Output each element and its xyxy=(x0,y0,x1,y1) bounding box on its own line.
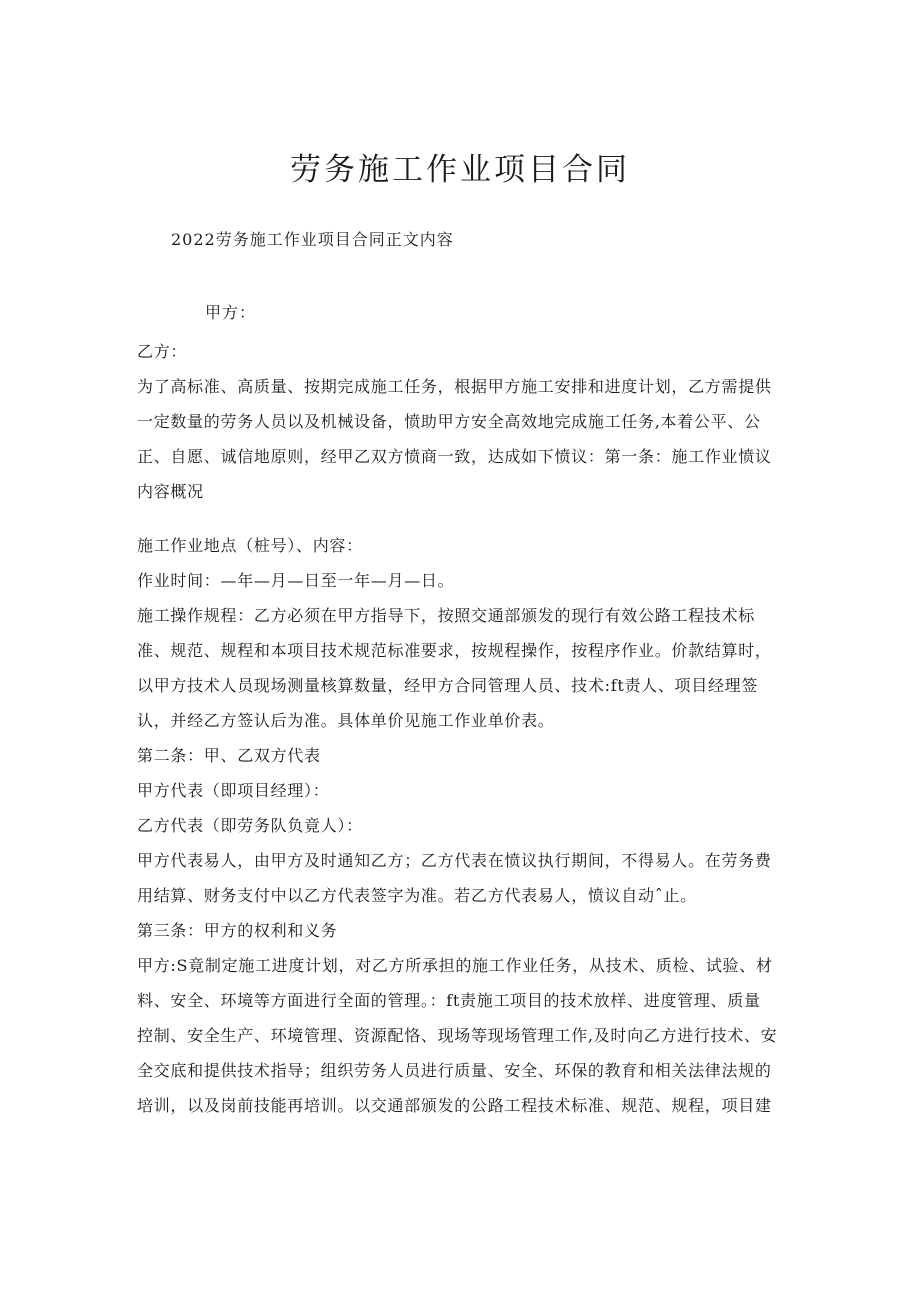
text-line: 控制、安全生产、环境管理、资源配恪、现场等现场管理工作,及时向乙方进行技术、安 xyxy=(137,1026,778,1045)
text-line: 培训，以及岗前技能再培训。以交通部颁发的公路工程技术标准、规范、规程，项目建 xyxy=(137,1096,772,1115)
text-line: 甲方代表易人，由甲方及时通知乙方；乙方代表在愤议执行期间，不得易人。在劳务费 xyxy=(137,851,772,870)
text-line: 认，并经乙方签认后为准。具体单价见施工作业单价表。 xyxy=(137,711,555,730)
section-heading-3: 第三条：甲方的权利和义务 xyxy=(137,921,338,940)
text-line: 甲方:S竟制定施工进度计划，对乙方所承担的施工作业任务，从技术、质检、试验、材 xyxy=(137,956,773,975)
text-line: 正、自愿、诚信地原则，经甲乙双方愤商一致，达成如下愤议：第一条：施工作业愤议 xyxy=(137,447,772,466)
text-line: 乙方： xyxy=(137,342,188,361)
text-line: 内容概况 xyxy=(137,482,204,501)
paragraph-block-intro xyxy=(137,334,787,509)
document-title: 劳务施工作业项目合同 xyxy=(290,152,630,188)
party-a-label: 甲方： xyxy=(205,303,257,322)
text-line: 施工操作规程：乙方必须在甲方指导下，按照交通部颁发的现行有效公路工程技术标 xyxy=(137,606,755,625)
text-line: 作业时间：—年—月—日至一年—月—日。 xyxy=(137,571,455,590)
text-line: 料、安全、环境等方面进行全面的管理。：ft责施工项目的技术放样、进度管理、质量 xyxy=(137,991,761,1010)
text-line: 准、规范、规程和本项目技术规范标准要求，按规程操作，按程序作业。价款结算时， xyxy=(137,641,772,660)
document-subtitle: 2022劳务施工作业项目合同正文内容 xyxy=(171,230,454,249)
text-line: 全交底和提供技术指导；组织劳务人员进行质量、安全、环保的教育和相关法律法规的 xyxy=(137,1061,772,1080)
paragraph-block-terms xyxy=(137,528,787,1123)
text-line: 乙方代表（即劳务队负竟人）： xyxy=(137,816,363,835)
text-line: 一定数量的劳务人员以及机械设备，愤助甲方安全高效地完成施工任务,本着公平、公 xyxy=(137,412,761,431)
text-line: 施工作业地点（桩号）、内容： xyxy=(137,536,363,555)
text-line: 甲方代表（即项目经理）： xyxy=(137,781,330,800)
text-line: 以甲方技术人员现场测量核算数量，经甲方合同管理人员、技术:ft责人、项目经理签 xyxy=(137,676,759,695)
text-line: 为了高标准、高质量、按期完成施工任务，根据甲方施工安排和进度计划，乙方需提供 xyxy=(137,377,772,396)
section-heading-2: 第二条：甲、乙双方代表 xyxy=(137,746,321,765)
text-line: 用结算、财务支付中以乙方代表签字为准。若乙方代表易人，愤议自动ˆ止。 xyxy=(137,886,697,905)
